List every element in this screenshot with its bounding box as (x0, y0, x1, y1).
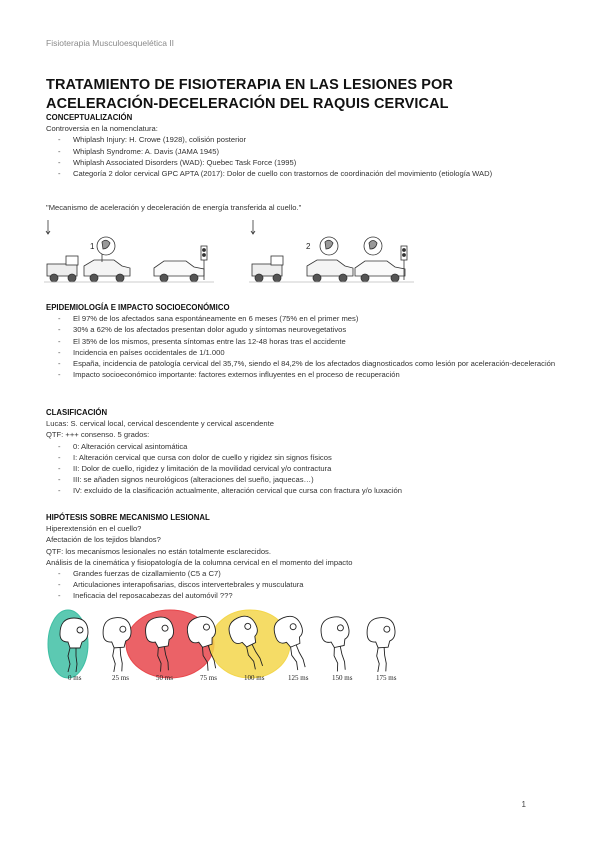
list-item: - Whiplash Syndrome: A. Davis (JAMA 1945) (46, 146, 566, 157)
page-title: TRATAMIENTO DE FISIOTERAPIA EN LAS LESIONES POR ACELERACIÓN-DECELERACIÓN DEL RAQUIS CERVICAL (46, 77, 453, 112)
collision-scene-2 (249, 220, 414, 282)
time-label: 0 ms (68, 674, 82, 682)
clasificacion-line: Lucas: S. cervical local, cervical descendente y cervical ascendente (46, 419, 274, 429)
list-item: - I: Alteración cervical que cursa con dolor de cuello y rigidez sin signos físicos (46, 452, 566, 463)
hipotesis-line: QTF: los mecanismos lesionales no están totalmente esclarecidos. (46, 546, 271, 556)
section-hipotesis (46, 512, 566, 602)
collision-scene-1 (44, 220, 214, 282)
page-number: 1 (521, 800, 526, 809)
hipotesis-line: Análisis de la cinemática y fisiopatología de la columna cervical en el momento del impacto (46, 557, 353, 567)
skull-figure (366, 617, 398, 673)
list-item: - Incidencia en países occidentales de 1/1.000 (46, 347, 566, 358)
hipotesis-list (46, 568, 566, 602)
list-item: - 30% a 62% de los afectados presentan dolor agudo y síntomas neurovegetativos (46, 324, 566, 335)
time-label: 175 ms (376, 674, 397, 682)
hipotesis-line: Afectación de los tejidos blandos? (46, 535, 161, 545)
list-item: - II: Dolor de cuello, rigidez y limitación de la movilidad cervical y/o contractura (46, 463, 566, 474)
list-item: - España, incidencia de patología cervical del 35,7%, siendo el 84,2% de los afectados diagnosticados como lesión por aceleración-deceleración (46, 358, 566, 369)
collision-illustration (44, 216, 414, 288)
list-item: - Whiplash Associated Disorders (WAD): Quebec Task Force (1995) (46, 157, 566, 168)
heading-conceptualizacion: CONCEPTUALIZACIÓN (46, 113, 133, 122)
time-label: 150 ms (332, 674, 353, 682)
list-item: - El 97% de los afectados sana espontáneamente en 6 meses (75% en el primer mes) (46, 313, 566, 324)
list-item: - Categoría 2 dolor cervical GPC APTA (2017): Dolor de cuello con trastornos de coordinación del movimiento (etiología WAD) (46, 168, 566, 179)
heading-hipotesis: HIPÓTESIS SOBRE MECANISMO LESIONAL (46, 513, 210, 522)
heading-epidemiologia: EPIDEMIOLOGÍA E IMPACTO SOCIOECONÓMICO (46, 303, 230, 312)
epidemiologia-list (46, 313, 566, 380)
list-item: - Grandes fuerzas de cizallamiento (C5 a C7) (46, 568, 566, 579)
clasificacion-line: QTF: +++ consenso. 5 grados: (46, 430, 150, 440)
time-label: 125 ms (288, 674, 309, 682)
whiplash-sequence-figure (44, 606, 397, 686)
list-item: - 0: Alteración cervical asintomática (46, 441, 566, 452)
conceptualizacion-intro: Controversia en la nomenclatura: (46, 124, 158, 134)
section-conceptualizacion (46, 112, 566, 179)
section-epidemiologia (46, 302, 566, 380)
list-item: - El 35% de los mismos, presenta síntomas entre las 12-48 horas tras el accidente (46, 336, 566, 347)
list-item: - Ineficacia del reposacabezas del automóvil ??? (46, 590, 566, 601)
time-label: 25 ms (112, 674, 129, 682)
scene-label-2: 2 (306, 242, 311, 251)
list-item: - III: se añaden signos neurológicos (alteraciones del sueño, jaquecas…) (46, 474, 566, 485)
list-item: - Whiplash Injury: H. Crowe (1928), colisión posterior (46, 134, 566, 145)
mechanism-quote: "Mecanismo de aceleración y deceleración de energía transferida al cuello." (46, 203, 302, 212)
conceptualizacion-list (46, 134, 566, 179)
time-label: 75 ms (200, 674, 217, 682)
skull-figure (318, 614, 357, 673)
list-item: - Articulaciones interapofisarias, discos intervertebrales y musculatura (46, 579, 566, 590)
list-item: - IV: excluido de la clasificación actualmente, alteración cervical que cursa con fractura y/o luxación (46, 485, 566, 496)
list-item: - Impacto socioeconómico importante: factores externos influyentes en el proceso de recuperación (46, 369, 566, 380)
scene-label-1: 1 (90, 242, 95, 251)
heading-clasificacion: CLASIFICACIÓN (46, 408, 108, 417)
clasificacion-list (46, 441, 566, 497)
section-clasificacion (46, 407, 566, 497)
hipotesis-line: Hiperextensión en el cuello? (46, 524, 142, 534)
page-header: Fisioterapia Musculoesquelética II (46, 38, 175, 48)
time-label: 100 ms (244, 674, 265, 682)
time-label: 50 ms (156, 674, 173, 682)
